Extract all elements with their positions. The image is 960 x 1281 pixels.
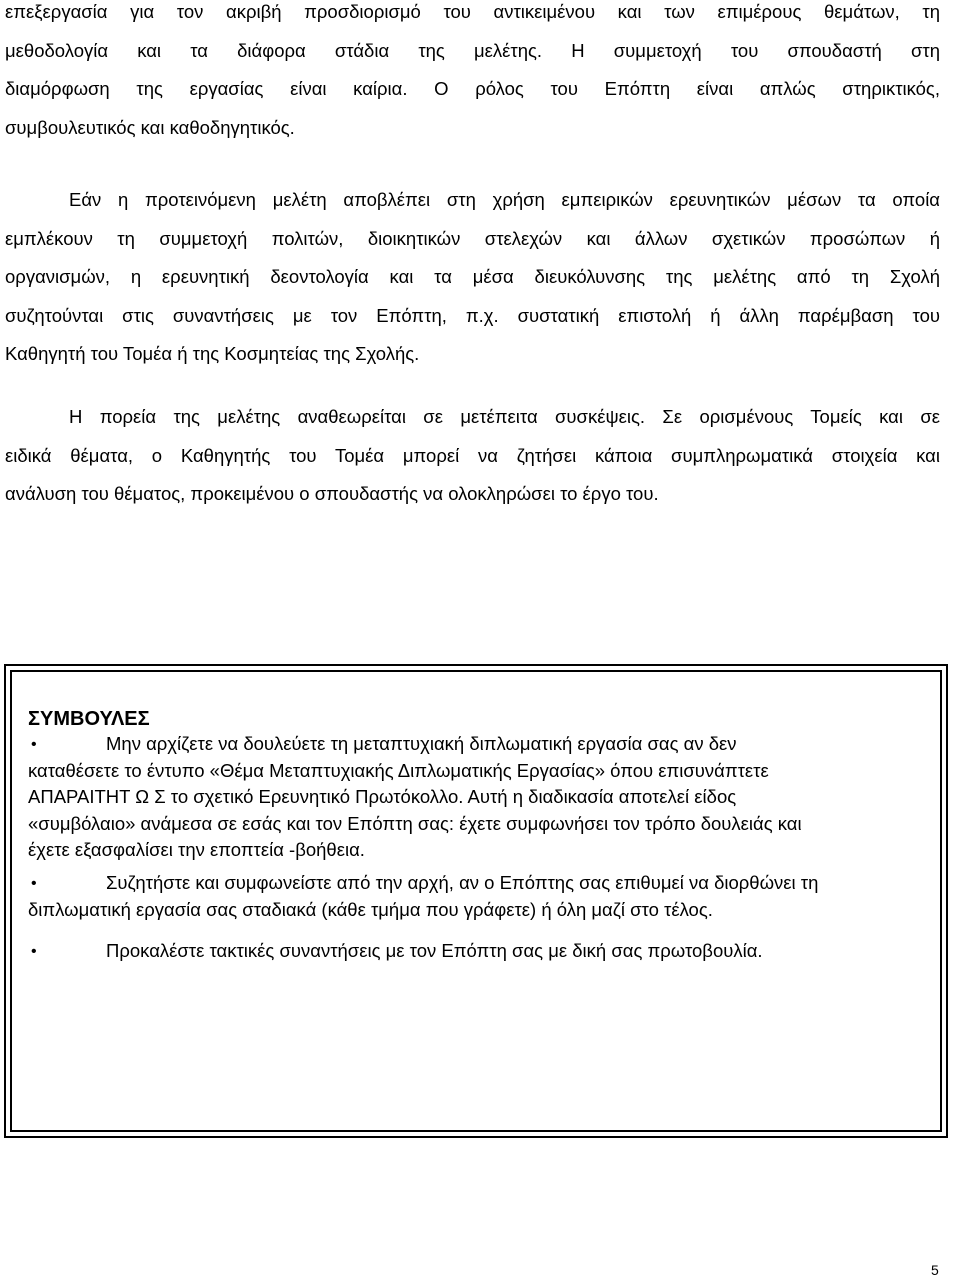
- tip-line: διπλωματική εργασία σας σταδιακά (κάθε τμήμα που γράφετε) ή όλη μαζί στο τέλος.: [28, 898, 713, 920]
- tips-title: ΣΥΜΒΟΥΛΕΣ: [28, 708, 150, 730]
- page-number: 5: [931, 1262, 939, 1278]
- tip-line: Συζητήστε και συμφωνείστε από την αρχή, αν ο Επόπτης σας επιθυμεί να διορθώνει τη: [106, 872, 819, 893]
- text-line: μεθοδολογία και τα διάφορα στάδια της μελέτης. Η συμμετοχή του σπουδαστή στη: [5, 39, 940, 61]
- paragraph-supervision-process: [5, 0, 940, 147]
- text-line: συμβουλευτικός και καθοδηγητικός.: [5, 116, 295, 138]
- text-line: ειδικά θέματα, ο Καθηγητής του Τομέα μπορεί να ζητήσει κάποια συμπληρωματικά στοιχεία και: [5, 444, 940, 466]
- tips-box-inner: [10, 670, 942, 1132]
- text-line: οργανισμών, η ερευνητική δεοντολογία και τα μέσα διευκόλυνσης της μελέτης από τη Σχολή: [5, 266, 940, 287]
- paragraph-study-review: [5, 398, 940, 514]
- tip-line: έχετε εξασφαλίσει την εποπτεία -βοήθεια.: [28, 839, 365, 860]
- tip-item: [28, 870, 928, 923]
- paragraph-empirical-research: [5, 181, 940, 374]
- text-line: συζητούνται στις συναντήσεις με τον Επόπτη, π.χ. συστατική επιστολή ή άλλη παρέμβαση του: [5, 304, 940, 326]
- tip-line: ΑΠΑΡΑΙΤΗΤ Ω Σ το σχετικό Ερευνητικό Πρωτόκολλο. Αυτή η διαδικασία αποτελεί είδος: [28, 786, 737, 807]
- bullet-icon: •: [31, 736, 37, 753]
- text-line: εμπλέκουν τη συμμετοχή πολιτών, διοικητικών στελεχών και άλλων σχετικών προσώπων ή: [5, 227, 940, 249]
- text-line: Εάν η προτεινόμενη μελέτη αποβλέπει στη χρήση εμπειρικών ερευνητικών μέσων τα οποία: [69, 189, 940, 210]
- tip-item: [28, 731, 928, 864]
- tip-line: καταθέσετε το έντυπο «Θέμα Μεταπτυχιακής Διπλωματικής Εργασίας» όπου επισυνάπτετε: [28, 759, 769, 781]
- text-line: επεξεργασία για τον ακριβή προσδιορισμό του αντικειμένου και των επιμέρους θεμάτων, τη: [5, 1, 940, 22]
- bullet-icon: •: [31, 875, 37, 892]
- tip-line: Προκαλέστε τακτικές συναντήσεις με τον Επόπτη σας με δική σας πρωτοβουλία.: [106, 940, 763, 961]
- text-line: Η πορεία της μελέτης αναθεωρείται σε μετέπειτα συσκέψεις. Σε ορισμένους Τομείς και σε: [69, 406, 940, 427]
- text-line: διαμόρφωση της εργασίας είναι καίρια. Ο ρόλος του Επόπτη είναι απλώς στηρικτικός,: [5, 78, 940, 99]
- tips-box: [4, 664, 948, 1138]
- tip-line: Μην αρχίζετε να δουλεύετε τη μεταπτυχιακή διπλωματική εργασία σας αν δεν: [106, 733, 737, 754]
- tip-line: «συμβόλαιο» ανάμεσα σε εσάς και τον Επόπτη σας: έχετε συμφωνήσει τον τρόπο δουλειάς και: [28, 812, 802, 834]
- tip-item: [28, 938, 928, 965]
- bullet-icon: •: [31, 943, 37, 960]
- text-line: Καθηγητή του Τομέα ή της Κοσμητείας της Σχολής.: [5, 343, 420, 364]
- text-line: ανάλυση του θέματος, προκειμένου ο σπουδαστής να ολοκληρώσει το έργο του.: [5, 483, 659, 504]
